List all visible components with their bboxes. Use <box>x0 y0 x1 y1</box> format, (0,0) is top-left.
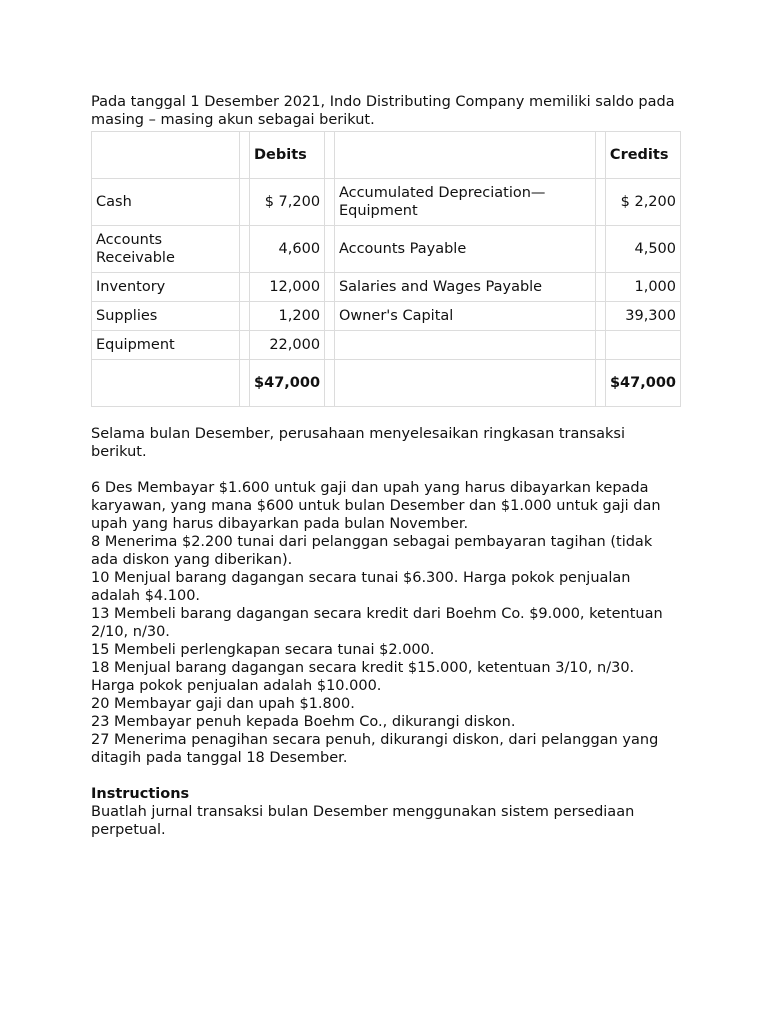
debit-account: Inventory <box>92 273 240 302</box>
debit-account: Supplies <box>92 302 240 331</box>
table-header-row <box>92 132 681 179</box>
debit-amount: $ 7,200 <box>250 179 325 226</box>
table-total-row <box>92 360 681 407</box>
total-credits: $47,000 <box>605 360 680 407</box>
document-body <box>91 93 681 839</box>
credit-account: Accounts Payable <box>334 226 595 273</box>
debit-amount: 1,200 <box>250 302 325 331</box>
credit-amount <box>605 331 680 360</box>
debits-header: Debits <box>250 132 325 179</box>
credit-account: Salaries and Wages Payable <box>334 273 595 302</box>
table-row <box>92 179 681 226</box>
transaction-item: 6 Des Membayar $1.600 untuk gaji dan upah yang harus dibayarkan kepada karyawan, yang mana $600 untuk bulan Desember dan $1.000 untuk gaji dan upah yang harus dibayarkan pada bulan November. <box>91 480 661 532</box>
transaction-item: 10 Menjual barang dagangan secara tunai $6.300. Harga pokok penjualan adalah $4.100. <box>91 570 631 604</box>
transaction-item: 8 Menerima $2.200 tunai dari pelanggan sebagai pembayaran tagihan (tidak ada diskon yang diberikan). <box>91 534 653 568</box>
credit-account: Owner's Capital <box>334 302 595 331</box>
transaction-list <box>91 479 681 767</box>
transaction-item: 13 Membeli barang dagangan secara kredit dari Boehm Co. $9.000, ketentuan 2/10, n/30. <box>91 606 663 640</box>
credit-amount: 39,300 <box>605 302 680 331</box>
intro-paragraph: Pada tanggal 1 Desember 2021, Indo Distributing Company memiliki saldo pada masing – masing akun sebagai berikut. <box>91 94 675 128</box>
summary-intro: Selama bulan Desember, perusahaan menyelesaikan ringkasan transaksi berikut. <box>91 426 626 460</box>
credit-account <box>334 331 595 360</box>
debit-account: Accounts Receivable <box>92 226 240 273</box>
instructions-text: Buatlah jurnal transaksi bulan Desember menggunakan sistem persediaan perpetual. <box>91 804 635 838</box>
total-debits: $47,000 <box>250 360 325 407</box>
credit-account: Accumulated Depreciation—Equipment <box>334 179 595 226</box>
balance-table <box>91 131 681 407</box>
debit-amount: 12,000 <box>250 273 325 302</box>
transaction-item: 15 Membeli perlengkapan secara tunai $2.000. <box>91 642 435 658</box>
instructions-heading: Instructions <box>91 786 190 802</box>
table-row <box>92 302 681 331</box>
debit-amount: 4,600 <box>250 226 325 273</box>
credit-amount: 4,500 <box>605 226 680 273</box>
debit-amount: 22,000 <box>250 331 325 360</box>
credits-header: Credits <box>605 132 680 179</box>
table-row <box>92 331 681 360</box>
debit-account: Cash <box>92 179 240 226</box>
transaction-item: 18 Menjual barang dagangan secara kredit $15.000, ketentuan 3/10, n/30. Harga pokok penjualan adalah $10.000. <box>91 660 635 694</box>
credit-amount: 1,000 <box>605 273 680 302</box>
transaction-item: 27 Menerima penagihan secara penuh, dikurangi diskon, dari pelanggan yang ditagih pada tanggal 18 Desember. <box>91 732 659 766</box>
table-row <box>92 226 681 273</box>
transaction-item: 20 Membayar gaji dan upah $1.800. <box>91 696 355 712</box>
debit-account: Equipment <box>92 331 240 360</box>
transaction-item: 23 Membayar penuh kepada Boehm Co., dikurangi diskon. <box>91 714 516 730</box>
credit-amount: $ 2,200 <box>605 179 680 226</box>
table-row <box>92 273 681 302</box>
